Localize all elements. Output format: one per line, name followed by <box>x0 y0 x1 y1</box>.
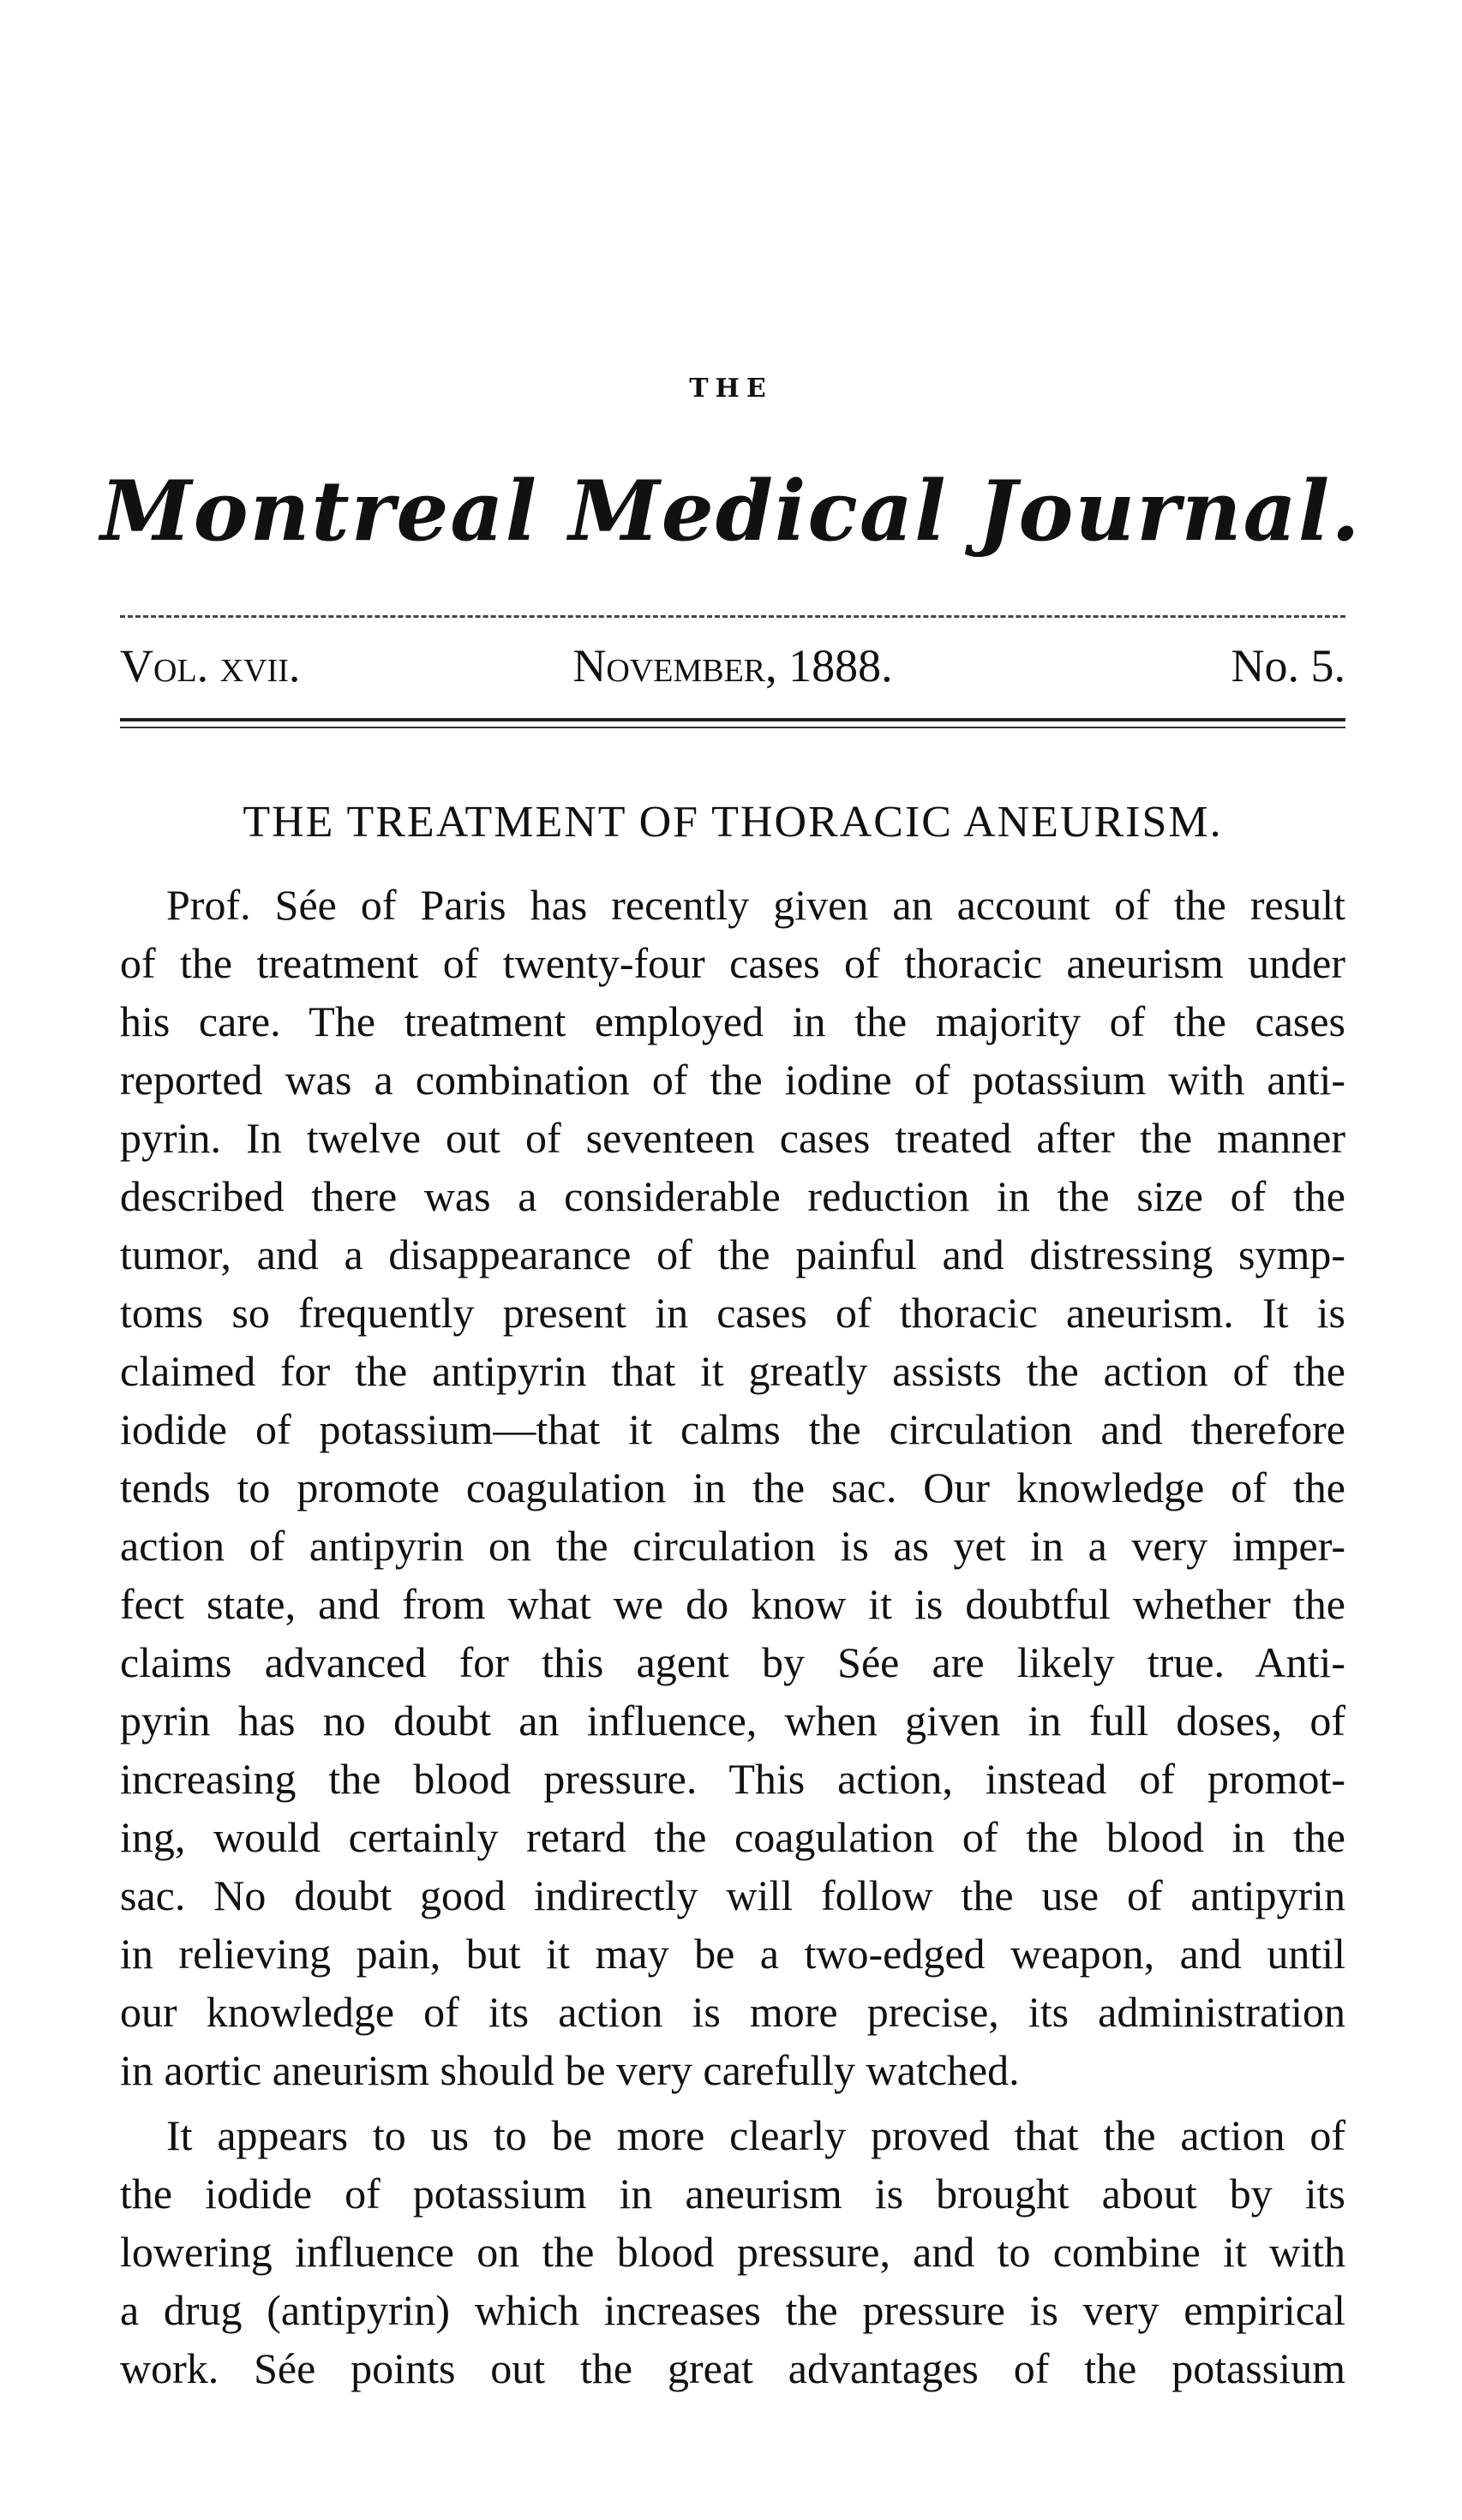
text-line: in aortic aneurism should be very carefully watched. <box>120 2046 1020 2094</box>
article-title: THE TREATMENT OF THORACIC ANEURISM. <box>243 798 1223 847</box>
text-line: work. Sée points out the great advantages of the potassium <box>120 2344 1345 2392</box>
text-line: fect state, and from what we do know it is doubtful whether the <box>120 1580 1345 1628</box>
text-line: his care. The treatment employed in the majority of the cases <box>120 997 1345 1045</box>
text-line: It appears to us to be more clearly proved that the action of <box>166 2111 1345 2159</box>
text-line: Prof. Sée of Paris has recently given an account of the result <box>166 881 1345 929</box>
text-line: pyrin has no doubt an influence, when given in full doses, of <box>120 1697 1345 1745</box>
text-line: iodide of potassium—that it calms the circulation and therefore <box>120 1405 1345 1453</box>
text-line: sac. No doubt good indirectly will follow the use of antipyrin <box>120 1871 1345 1919</box>
text-line: ing, would certainly retard the coagulation of the blood in the <box>120 1813 1345 1861</box>
text-line: reported was a combination of the iodine of potassium with anti- <box>120 1056 1345 1104</box>
text-line: pyrin. In twelve out of seventeen cases treated after the manner <box>120 1114 1345 1162</box>
article-body <box>120 876 1345 2397</box>
issue-rule-thin <box>120 727 1345 728</box>
text-line: tends to promote coagulation in the sac. Our knowledge of the <box>120 1464 1345 1511</box>
text-line: described there was a considerable reduction in the size of the <box>120 1172 1345 1220</box>
masthead-article-word: THE <box>689 374 773 404</box>
paragraph-gap <box>120 2099 1345 2106</box>
masthead-rule <box>120 615 1345 618</box>
text-line: toms so frequently present in cases of thoracic aneurism. It is <box>120 1289 1345 1337</box>
issue-number: No. 5. <box>1231 640 1345 691</box>
text-line: increasing the blood pressure. This action, instead of promot- <box>120 1755 1345 1803</box>
text-line: claimed for the antipyrin that it greatly assists the action of the <box>120 1347 1345 1395</box>
paragraph-1 <box>120 876 1345 2099</box>
issue-rule-thick <box>120 718 1345 721</box>
text-line: a drug (antipyrin) which increases the pressure is very empirical <box>120 2286 1345 2334</box>
text-line: the iodide of potassium in aneurism is brought about by its <box>120 2170 1345 2218</box>
text-line: claims advanced for this agent by Sée are likely true. Anti- <box>120 1638 1345 1686</box>
text-line: lowering influence on the blood pressure, and to combine it with <box>120 2228 1345 2276</box>
issue-line <box>120 639 1345 696</box>
journal-masthead: Montreal Medical Journal. <box>100 463 1362 560</box>
volume-label: Vol. xvii. <box>120 640 301 691</box>
text-line: action of antipyrin on the circulation is as yet in a very imper- <box>120 1522 1345 1570</box>
paragraph-2 <box>120 2106 1345 2397</box>
text-line: tumor, and a disappearance of the painful and distressing symp- <box>120 1230 1345 1278</box>
text-line: our knowledge of its action is more precise, its administration <box>120 1988 1345 2036</box>
text-line: in relieving pain, but it may be a two-edged weapon, and until <box>120 1930 1345 1978</box>
issue-date: November, 1888. <box>572 640 893 691</box>
text-line: of the treatment of twenty-four cases of thoracic aneurism under <box>120 939 1345 987</box>
